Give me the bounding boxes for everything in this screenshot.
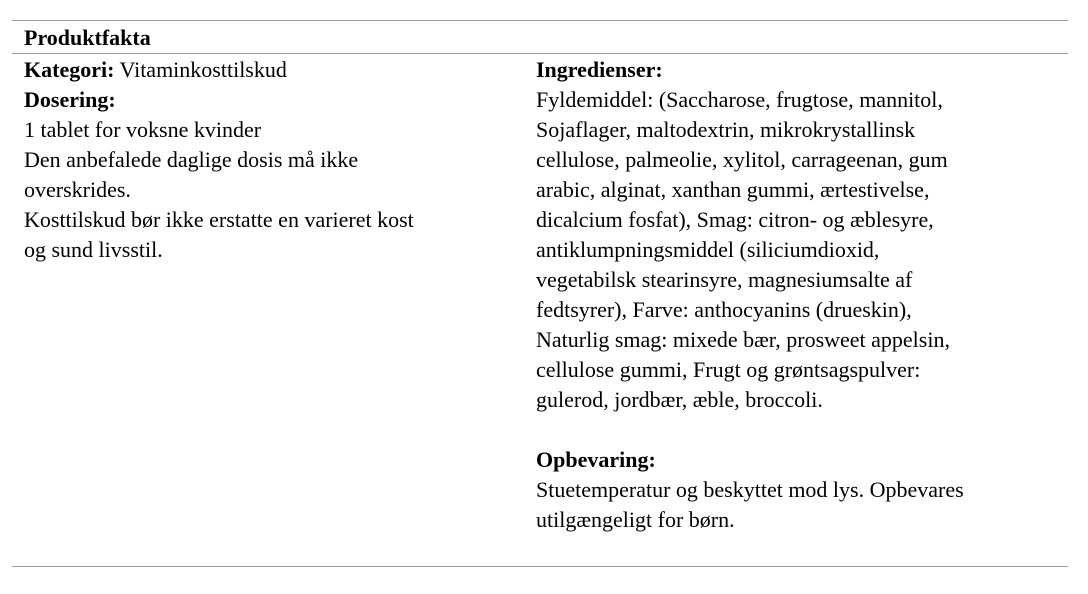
dosing-label: Dosering: [24, 87, 116, 112]
table-heading: Produktfakta [24, 25, 151, 50]
ingredients-line: antiklumpningsmiddel (siliciumdioxid, [536, 237, 880, 262]
dosing-line: Den anbefalede daglige dosis må ikke [24, 147, 359, 172]
storage-label: Opbevaring: [536, 447, 656, 472]
storage-line: Stuetemperatur og beskyttet mod lys. Opbevares [536, 477, 964, 502]
dosing-line: Kosttilskud bør ikke erstatte en varieret kost [24, 207, 414, 232]
table-bottom-rule [12, 566, 1068, 567]
ingredients-line: arabic, alginat, xanthan gummi, ærtestivelse, [536, 177, 930, 202]
storage-line: utilgængeligt for børn. [536, 507, 735, 532]
table-header-rule [12, 53, 1068, 54]
category-row [24, 55, 514, 85]
dosing-line: 1 tablet for voksne kvinder [24, 117, 262, 142]
dosing-line: overskrides. [24, 177, 131, 202]
left-column [24, 55, 514, 265]
ingredients-line: cellulose gummi, Frugt og grøntsagspulver: [536, 357, 921, 382]
ingredients-line: cellulose, palmeolie, xylitol, carrageenan, gum [536, 147, 948, 172]
ingredients-line: gulerod, jordbær, æble, broccoli. [536, 387, 823, 412]
table-top-rule [12, 20, 1068, 21]
ingredients-line: fedtsyrer), Farve: anthocyanins (drueskin), [536, 297, 912, 322]
ingredients-line: Fyldemiddel: (Saccharose, frugtose, mannitol, [536, 87, 943, 112]
right-column [536, 55, 1061, 535]
ingredients-line: dicalcium fosfat), Smag: citron- og æblesyre, [536, 207, 934, 232]
section-spacer [536, 415, 1061, 445]
ingredients-label: Ingredienser: [536, 57, 663, 82]
category-value: Vitaminkosttilskud [119, 57, 287, 82]
ingredients-line: vegetabilsk stearinsyre, magnesiumsalte af [536, 267, 913, 292]
dosing-line: og sund livsstil. [24, 237, 163, 262]
category-label: Kategori: [24, 57, 115, 82]
ingredients-line: Naturlig smag: mixede bær, prosweet appelsin, [536, 327, 950, 352]
ingredients-line: Sojaflager, maltodextrin, mikrokrystallinsk [536, 117, 916, 142]
